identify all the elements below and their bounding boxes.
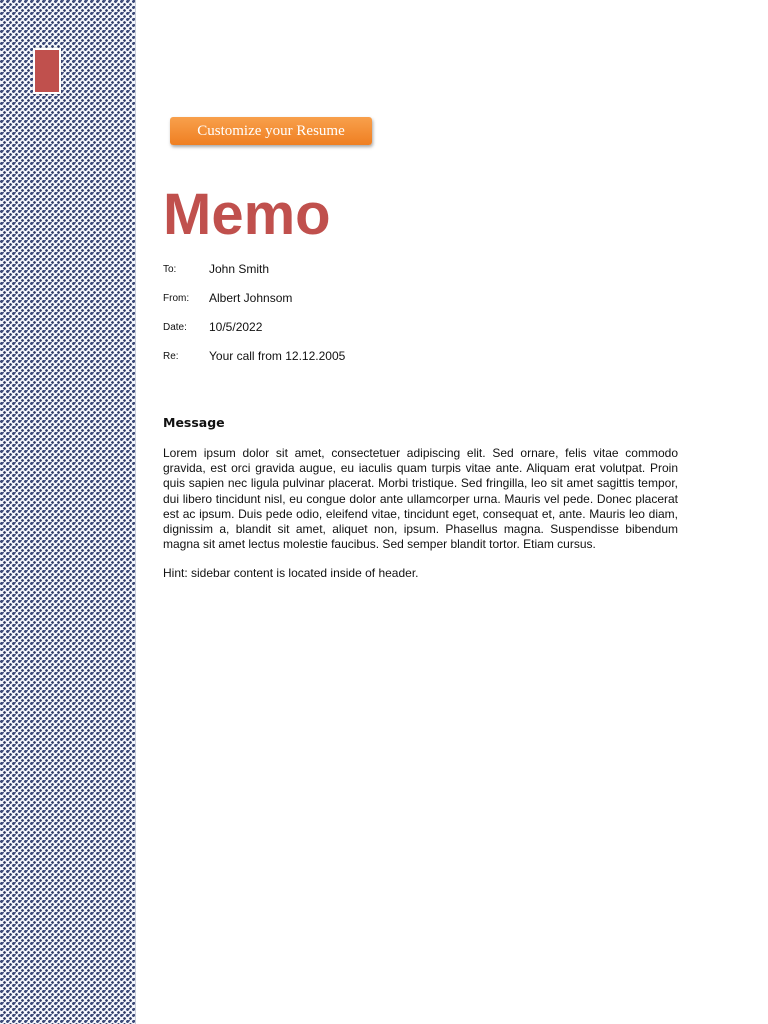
memo-title: Memo	[163, 182, 331, 247]
message-body: Lorem ipsum dolor sit amet, consectetuer adipiscing elit. Sed ornare, felis vitae commodo gravida, est orci gravida augue, eu iaculis quam turpis vitae ante. Aliquam erat volutpat. Proin quis sapien nec ligula pulvinar placerat. Morbi tristique. Sed fringilla, leo sit amet sagittis tempor, dui libero tincidunt nisl, eu congue dolor ante ullamcorper urna. Mauris vel pede. Donec placerat est ac ipsum. Duis pede odio, eleifend vitae, tincidunt eget, consequat et, ante. Mauris leo diam, dignissim a, blandit sit amet, aliquet non, ipsum. Phasellus magna. Suspendisse bibendum magna sit amet lectus molestie faucibus. Sed semper blandit tortor. Etiam cursus.	[163, 446, 678, 552]
sidebar-accent-block	[33, 48, 61, 94]
hint-text: Hint: sidebar content is located inside of header.	[163, 566, 419, 580]
field-label-from: From:	[163, 293, 190, 304]
customize-resume-button[interactable]: Customize your Resume	[170, 117, 372, 145]
field-value-from: Albert Johnsom	[209, 291, 293, 305]
field-label-to: To:	[163, 264, 177, 275]
field-value-date: 10/5/2022	[209, 320, 263, 334]
field-label-date: Date:	[163, 322, 187, 333]
message-heading: Message	[163, 415, 225, 430]
field-value-to: John Smith	[209, 262, 270, 276]
field-label-re: Re:	[163, 351, 179, 362]
field-value-re: Your call from 12.12.2005	[209, 349, 346, 363]
patterned-sidebar	[0, 0, 136, 1024]
